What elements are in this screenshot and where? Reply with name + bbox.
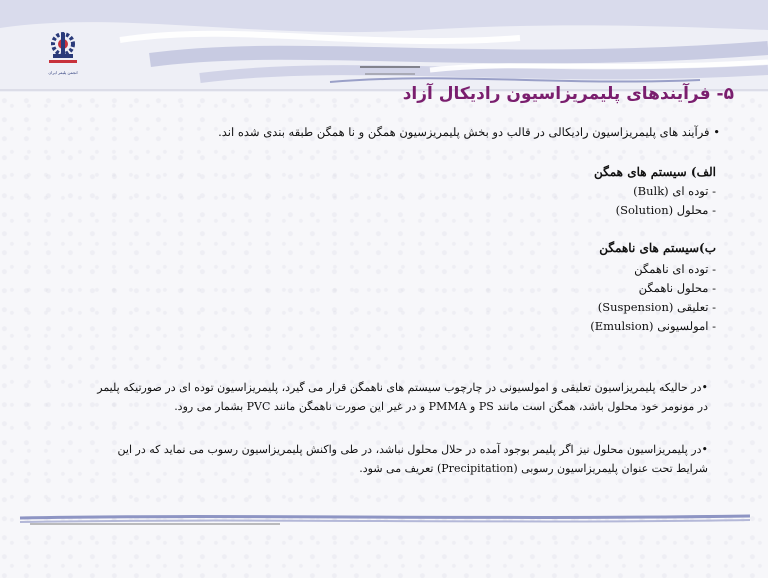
intro-bullet: • فرآیند های پلیمریزاسیون رادیکالی در قالب دو بخش پلیمریزسیون همگن و نا همگن طبقه بندی شده اند. [218, 125, 720, 139]
homogeneous-item: - محلول (Solution) [615, 203, 716, 217]
slide-title: ۵- فرآیندهای پلیمریزاسیون رادیکال آزاد [402, 84, 734, 104]
header-decoration [0, 0, 768, 92]
logo-icon [46, 30, 80, 72]
note1-line1: •در حالیکه پلیمریزاسیون تعلیقی و امولسیونی در چارچوب سیستم های ناهمگن قرار می گیرد، پلیمریزاسیون توده ای در صورتیکه پلیمر [97, 381, 708, 394]
logo-caption: انجمن پلیمر ایران [48, 70, 78, 75]
note2-line1: •در پلیمریزاسیون محلول نیز اگر پلیمر بوجود آمده در حلال محلول نباشد، در طی واکنش پلیمریزاسیون رسوب می نماید که در این [117, 443, 708, 456]
heterogeneous-item: - امولسیونی (Emulsion) [590, 319, 716, 333]
note2-line2: شرایط تحت عنوان پلیمریزاسیون رسوبی (Precipitation) تعریف می شود. [359, 462, 708, 475]
homogeneous-item: - توده ای (Bulk) [633, 184, 716, 198]
heterogeneous-item: - تعلیقی (Suspension) [597, 300, 716, 314]
heterogeneous-heading: ب)سیستم های ناهمگن [599, 241, 716, 255]
footer-decoration [0, 508, 768, 538]
heterogeneous-item: - توده ای ناهمگن [634, 262, 716, 276]
note1-line2: در مونومر خود محلول باشد، همگن است مانند PS و PMMA و در غیر این صورت ناهمگن مانند PVC بشمار می رود. [174, 400, 708, 413]
homogeneous-heading: الف) سیستم های همگن [593, 165, 716, 179]
heterogeneous-item: - محلول ناهمگن [638, 281, 716, 295]
